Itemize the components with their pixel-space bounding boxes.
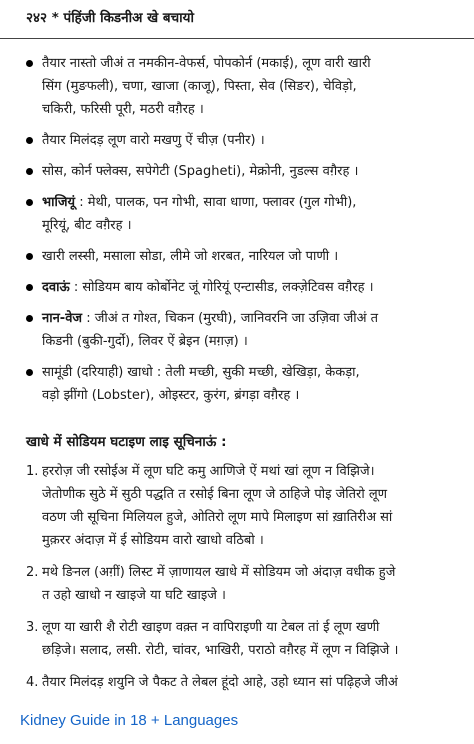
numbered-text: मथे ङिनल (अग़ीं) लिस्ट में ज़ाणायल खाधे में सोडियम जो अंदाज़ वधीक हुजे त उहो खाधो न खाइजे या घटि खाइजे । xyxy=(42,565,396,603)
bullet-item xyxy=(0,160,474,183)
item-number: 4. xyxy=(26,675,39,690)
bullet-text xyxy=(42,129,460,152)
bullet-dot-icon xyxy=(26,168,33,175)
bullet-text xyxy=(42,307,460,353)
bullet-dot-icon xyxy=(26,369,33,376)
bullet-item xyxy=(0,307,474,353)
numbered-item xyxy=(0,460,474,552)
numbered-list xyxy=(0,460,474,703)
numbered-text: लूण या खारी शै रोटी खाइण वक़्त न वापिराइणी या टेबल तां ई लूण खणी छड़िजे। सलाद, लसी. रोटी, चांवर, भाखिरी, पराठो वग़ैरह में लूण न विझिजे । xyxy=(42,620,399,658)
section-heading: खाधे में सोडियम घटाइण लाइ सूचिनाऊं : xyxy=(26,434,227,450)
bullet-dot-icon xyxy=(26,315,33,322)
bullet-text xyxy=(42,191,460,237)
item-number: 1. xyxy=(26,464,39,479)
bullet-dot-icon xyxy=(26,137,33,144)
bullet-dot-icon xyxy=(26,253,33,260)
bullet-body: : मेथी, पालक, पन गोभी, सावा धाणा, फ्लावर (गुल गोभी), मूरियूं, बीट वग़ैरह । xyxy=(42,195,357,233)
numbered-text: तैयार मिलंदड़ शयुनि जे पैकट ते लेबल हूंदो आहे, उहो ध्यान सां पढ़िहजे जीअं xyxy=(42,675,398,690)
bullet-item xyxy=(0,191,474,237)
numbered-item xyxy=(0,671,474,694)
bullet-label: दवाऊं xyxy=(42,280,70,295)
footer-link[interactable]: Kidney Guide in 18 + Languages xyxy=(20,712,239,729)
numbered-text: हररोज़ जी रसोईअ में लूण घटि कमु आणिजे ऐं मथां खां लूण न विझिजे। जेतोणीक सुठे में सुठी पद्धति त रसोई बिना लूण जे ठाहिजे पोइ जेतिरो लूण वठण जी सूचिना मिलियल हुजे, ओतिरो लूण मापे मिलाइण सां ख़ातिरीअ सां मुक़रर अंदाज़ में ई सोडियम वारो खाधो वठिबो । xyxy=(42,464,393,548)
bullet-label: नान-वेज xyxy=(42,311,83,326)
bullet-dot-icon xyxy=(26,60,33,67)
bullet-text xyxy=(42,160,460,183)
bullet-text xyxy=(42,361,460,407)
bullet-text xyxy=(42,52,460,121)
bullet-item xyxy=(0,129,474,152)
bullet-item xyxy=(0,276,474,299)
bullet-list xyxy=(0,52,474,415)
numbered-item xyxy=(0,561,474,607)
bullet-text xyxy=(42,245,460,268)
bullet-body: तैयार मिलंदड़ लूण वारो मखणु ऐं चीज़ (पनीर) । xyxy=(42,133,265,148)
item-number: 3. xyxy=(26,620,39,635)
bullet-text xyxy=(42,276,460,299)
bullet-dot-icon xyxy=(26,199,33,206)
numbered-item xyxy=(0,616,474,662)
bullet-body: तैयार नास्तो जीअं त नमकीन-वेफर्स, पोपकोर्न (मकाई), लूण वारी खारी सिंग (मुङफली), चणा, खाजा (काजू), पिस्ता, सेव (सिङर), चेविड़ो, चकिरी, फरिसी पूरी, मठरी वग़ैरह । xyxy=(42,56,371,117)
bullet-body: : सोडियम बाय कोर्बोनेट जूं गोरियूं एन्टासीड, लक्ज़ेटिवस वग़ैरह । xyxy=(69,280,374,295)
page-header xyxy=(0,0,474,44)
bullet-body: सोस, कोर्न फ्लेक्स, सपेगेटी (Spagheti), मेक्रोनी, नुडल्स वग़ैरह । xyxy=(42,164,359,179)
bullet-body: सामूंडी (दरियाही) खाधो : तेली मच्छी, सुकी मच्छी, खेखिड़ा, केकड़ा, वड़ो झींगो (Lobster), ओइस्टर, कुरंग, ब्रंगड़ा वग़ैरह । xyxy=(42,365,360,403)
bullet-item xyxy=(0,361,474,407)
bullet-dot-icon xyxy=(26,284,33,291)
bullet-item xyxy=(0,245,474,268)
item-number: 2. xyxy=(26,565,39,580)
bullet-body: : जीअं त गोश्त, चिकन (मुरघी), जानिवरनि जा उज़िवा जीअं त किडनी (बुकी-गुर्दो), लिवर ऐं ब्रेइन (मग़ज़) । xyxy=(42,311,379,349)
bullet-item xyxy=(0,52,474,121)
header-divider xyxy=(0,38,474,39)
bullet-label: भाजियूं xyxy=(42,195,76,210)
bullet-body: खारी लस्सी, मसाला सोडा, लीमे जो शरबत, नारियल जो पाणी । xyxy=(42,249,339,264)
running-header: २४२ * पंहिंजी किडनीअ खे बचायो xyxy=(26,10,195,26)
